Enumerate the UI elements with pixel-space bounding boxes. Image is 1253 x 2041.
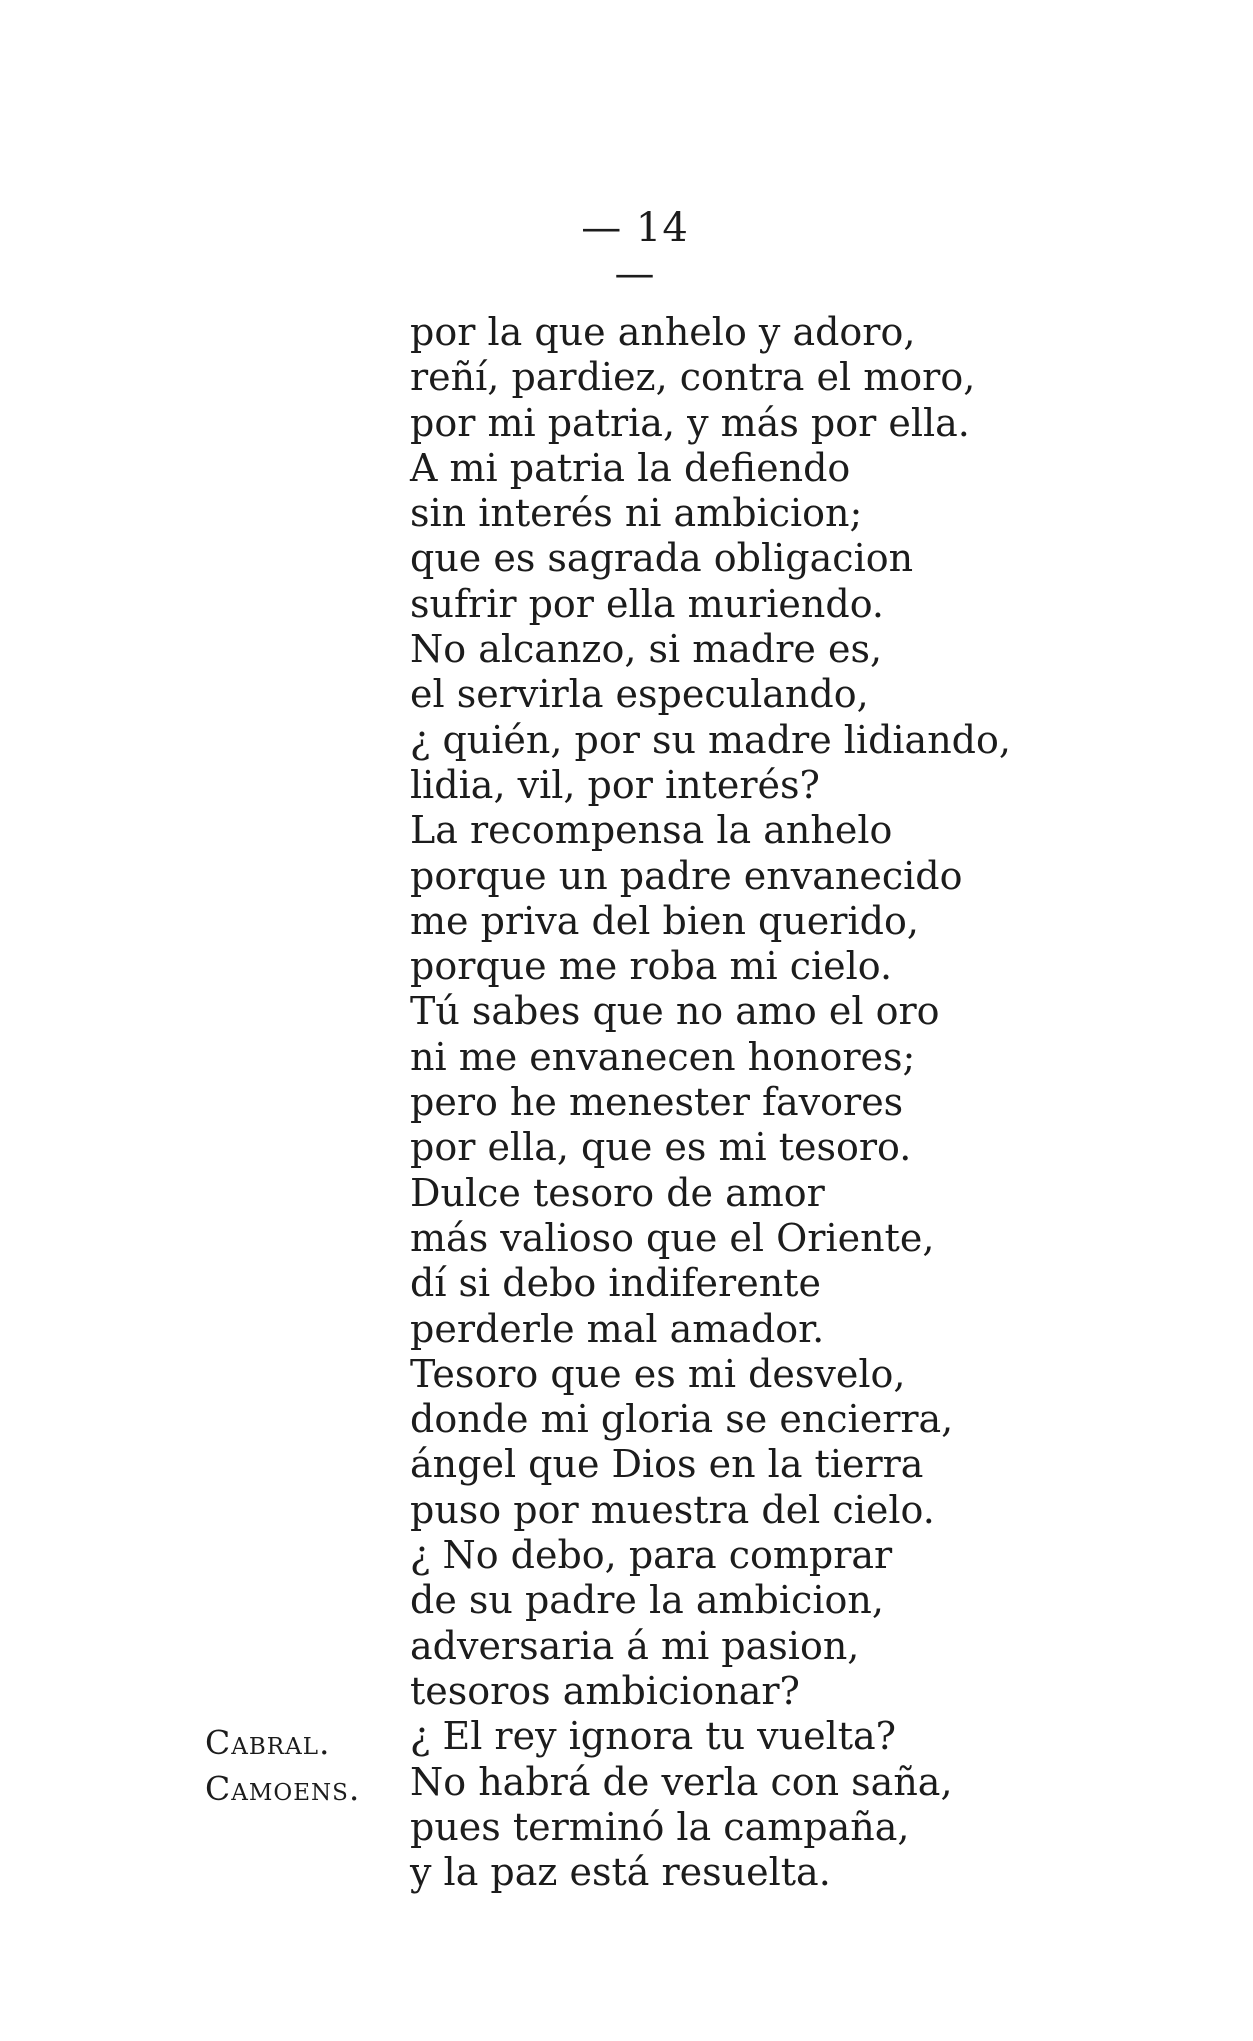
verse-line: me priva del bien querido, [410,898,919,943]
speaker-label-cabral: Cabral. [205,1723,331,1762]
verse-line: ¿ El rey ignora tu vuelta? [410,1714,897,1759]
verse-line: que es sagrada obligacion [410,536,914,581]
verse-line: No habrá de verla con saña, [410,1759,953,1804]
verse-line: Tú sabes que no amo el oro [410,989,940,1034]
verse-line: lidia, vil, por interés? [410,762,820,807]
verse-line: dí si debo indiferente [410,1261,821,1306]
verse-line: pero he menester favores [410,1080,904,1125]
verse-line: ángel que Dios en la tierra [410,1442,924,1487]
verse-line: perderle mal amador. [410,1306,825,1351]
verse-line: sin interés ni ambicion; [410,491,863,536]
verse-line: pues terminó la campaña, [410,1804,910,1849]
verse-line: A mi patria la defiendo [410,445,851,490]
verse-line: y la paz está resuelta. [410,1850,831,1895]
verse-line: por ella, que es mi tesoro. [410,1125,912,1170]
verse-line: por mi patria, y más por ella. [410,400,970,445]
verse-line: más valioso que el Oriente, [410,1215,935,1260]
verse-line: porque me roba mi cielo. [410,944,893,989]
verse-line: ni me envanecen honores; [410,1034,916,1079]
verse-line: Tesoro que es mi desvelo, [410,1351,906,1396]
verse-line: Dulce tesoro de amor [410,1170,825,1215]
verse-line: de su padre la ambicion, [410,1578,884,1623]
verse-text [410,310,1210,1895]
page-number: — 14 — [581,205,689,297]
verse-line: el servirla especulando, [410,672,869,717]
verse-line: reñí, pardiez, contra el moro, [410,355,976,400]
verse-line: puso por muestra del cielo. [410,1487,935,1532]
verse-line: La recompensa la anhelo [410,808,893,853]
verse-line: adversaria á mi pasion, [410,1623,860,1668]
verse-line: ¿ No debo, para comprar [410,1533,893,1578]
speaker-label-camoens: Camoens. [205,1769,361,1808]
verse-line: sufrir por ella muriendo. [410,581,884,626]
verse-line: porque un padre envanecido [410,853,963,898]
verse-line: tesoros ambicionar? [410,1668,800,1713]
verse-line: ¿ quién, por su madre lidiando, [410,717,1011,762]
verse-line: por la que anhelo y adoro, [410,310,916,354]
verse-line: No alcanzo, si madre es, [410,627,883,672]
verse-line: donde mi gloria se encierra, [410,1397,954,1442]
